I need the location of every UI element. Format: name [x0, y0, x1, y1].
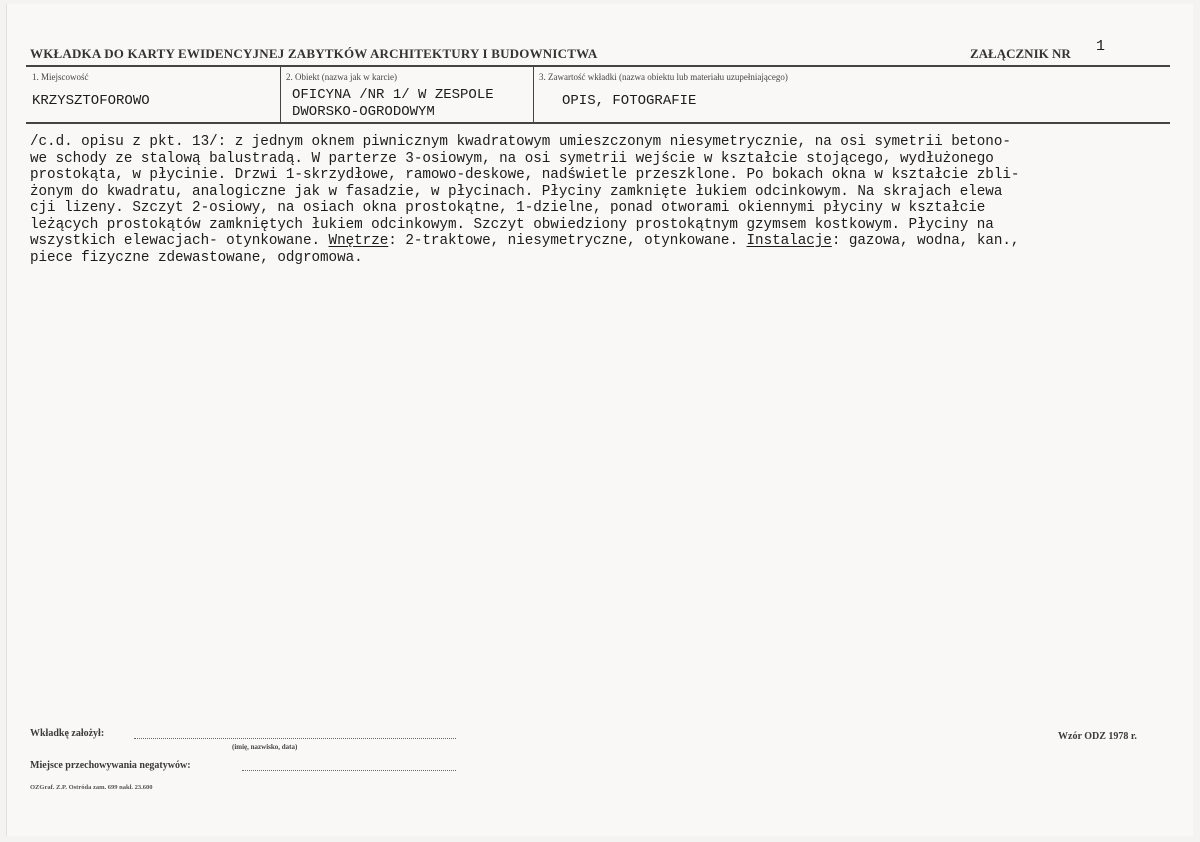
content-value: OPIS, FOTOGRAFIE: [562, 93, 697, 109]
negatives-line: [242, 770, 456, 771]
attachment-label: ZAŁĄCZNIK NR: [970, 46, 1071, 61]
object-value-line2: DWORSKO-OGRODOWYM: [292, 104, 435, 120]
field-divider-2: [533, 66, 534, 123]
negatives-label: Miejsce przechowywania negatywów:: [30, 760, 191, 771]
description-line-7a: wszystkich elewacjach- otynkowane.: [30, 233, 329, 249]
card-title: WKŁADKA DO KARTY EWIDENCYJNEJ ZABYTKÓW ARCHITEKTURY I BUDOWNICTWA: [30, 46, 598, 61]
description-line: cji lizeny. Szczyt 2-osiowy, na osiach okna prostokątne, 1-dzielne, ponad otworami okiennymi płyciny w kształcie: [30, 200, 986, 216]
object-label: 2. Obiekt (nazwa jak w karcie): [286, 72, 397, 82]
inserted-by-sub: (imię, nazwisko, data): [232, 743, 298, 751]
locality-label: 1. Miejscowość: [32, 72, 89, 82]
header-bottom-rule: [26, 122, 1170, 124]
description-line-7b: : 2-traktowe, niesymetryczne, otynkowane.: [388, 233, 747, 249]
description-line: leżących prostokątów zamkniętych łukiem odcinkowym. Szczyt obwiedziony prostokątnym gzymsem kostkowym. Płyciny na: [30, 216, 994, 233]
description-text: [30, 134, 1190, 266]
description-line: we schody ze stalową balustradą. W parterze 3-osiowym, na osi symetrii wejście w kształcie stojącego, wydłużonego: [30, 150, 994, 167]
inserted-by-label: Wkładkę założył:: [30, 728, 105, 739]
field-divider-1: [280, 66, 281, 123]
inventory-card: [6, 4, 1193, 836]
description-line: prostokąta, w płycinie. Drzwi 1-skrzydłowe, ramowo-deskowe, nadświetle przeszklone. Po bokach okna w kształcie zbli-: [30, 167, 1020, 183]
description-line-7c: : gazowa, wodna, kan.,: [831, 233, 1020, 249]
inserted-by-line: [134, 738, 456, 739]
object-value-line1: OFICYNA /NR 1/ W ZESPOLE: [292, 87, 494, 103]
description-line: żonym do kwadratu, analogiczne jak w fasadzie, w płycinach. Płyciny zamknięte łukiem odcinkowym. Na skrajach elewa: [30, 183, 1003, 200]
description-line: /c.d. opisu z pkt. 13/: z jednym oknem piwnicznym kwadratowym umieszczonym niesymetrycznie, na osi symetrii betono-: [30, 134, 1011, 150]
attachment-number: 1: [1096, 38, 1106, 55]
print-info: OZGraf. Z.P. Ostróda zam. 699 nakł. 23.600: [30, 784, 153, 791]
locality-value: KRZYSZTOFOROWO: [32, 93, 150, 109]
form-label: Wzór ODZ 1978 r.: [1058, 731, 1137, 742]
description-line: piece fizyczne zdewastowane, odgromowa.: [30, 249, 363, 266]
header-top-rule: [26, 65, 1170, 67]
interior-heading: Wnętrze: [328, 233, 389, 249]
installations-heading: Instalacje: [746, 233, 832, 249]
content-label: 3. Zawartość wkładki (nazwa obiektu lub materiału uzupełniającego): [539, 72, 788, 82]
